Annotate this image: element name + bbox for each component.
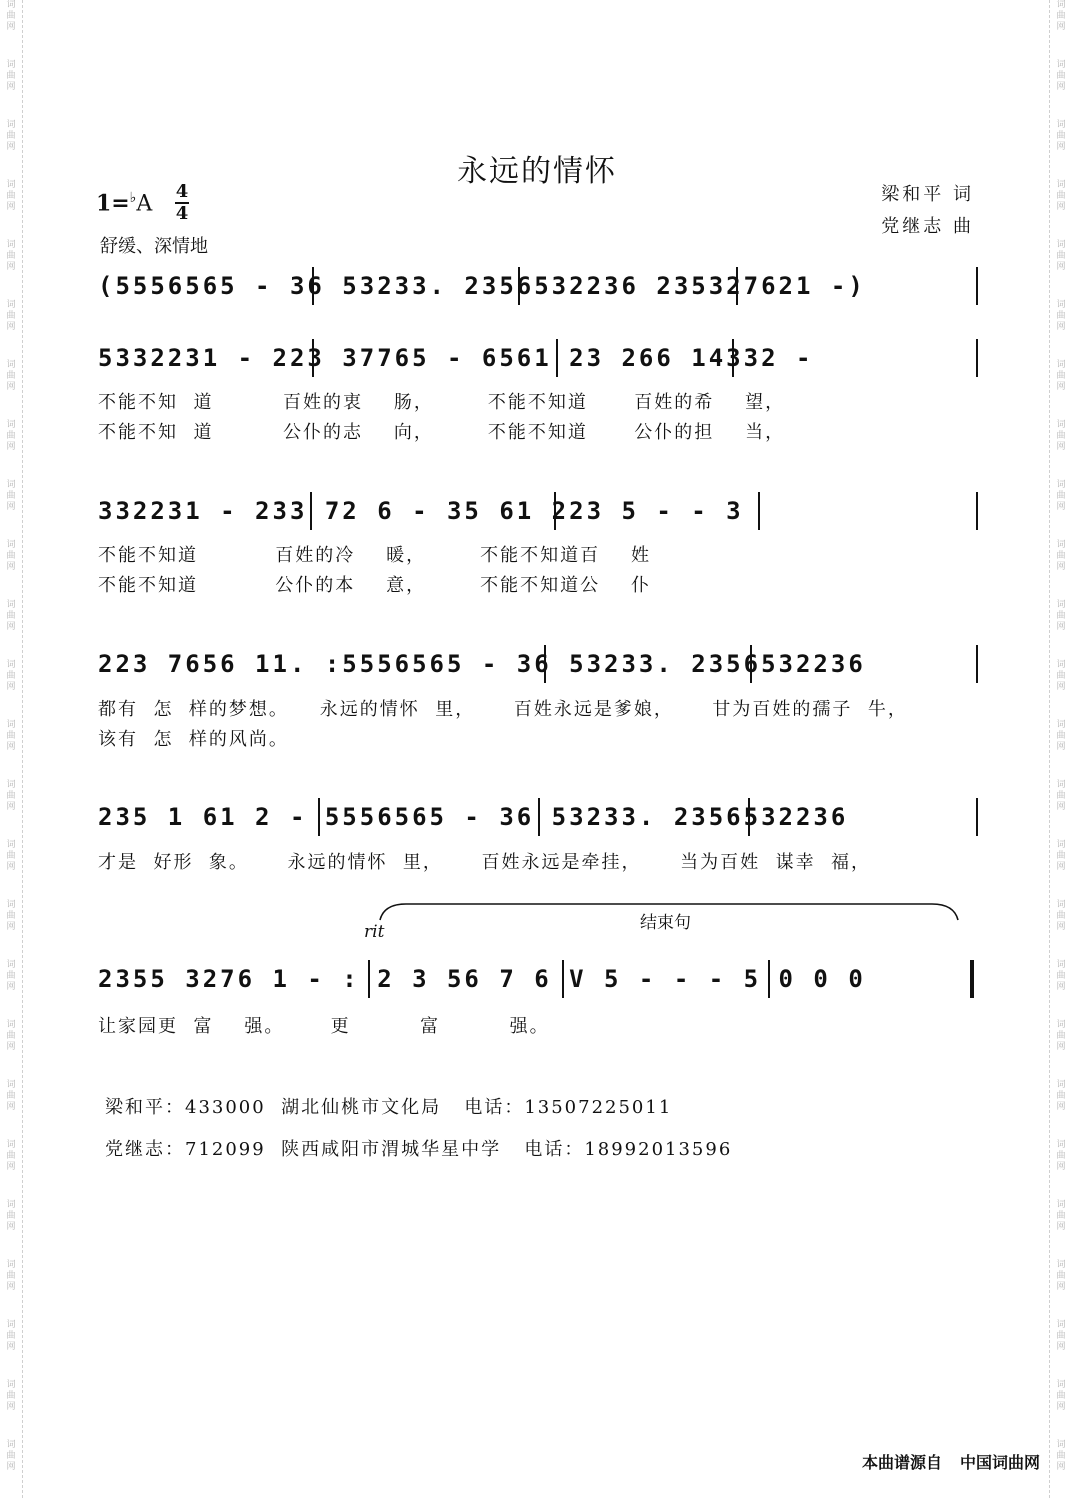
watermark-text: 词 曲 网 (1056, 120, 1066, 152)
lyrics-line-1-verse-2: 不能不知 道 公仆的志 向， 不能不知道 公仆的担 当， (98, 422, 786, 443)
lyrics-line-4-verse-1: 才是 好形 象。 永远的情怀 里， 百姓永远是牵挂， 当为百姓 谋幸 福， (98, 852, 872, 873)
time-bottom: 4 (175, 203, 189, 224)
tempo-marking: 舒缓、深情地 (100, 236, 208, 257)
watermark-text: 词 曲 网 (1056, 480, 1066, 512)
watermark-text: 词 曲 网 (6, 420, 16, 452)
watermark-text: 词 曲 网 (6, 600, 16, 632)
watermark-text: 词 曲 网 (1056, 1440, 1066, 1472)
time-top: 4 (175, 181, 189, 202)
watermark-text: 词 曲 网 (6, 180, 16, 212)
watermark-text: 词 曲 网 (6, 120, 16, 152)
watermark-text: 词 曲 网 (1056, 540, 1066, 572)
watermark-text: 词 曲 网 (1056, 240, 1066, 272)
watermark-text: 词 曲 网 (6, 900, 16, 932)
watermark-text: 词 曲 网 (1056, 780, 1066, 812)
watermark-text: 词 曲 网 (6, 1080, 16, 1112)
notation-notes: 2355 3276 1 - : 2 3 56 7 6 V 5 - - - 5 0 0 0 (98, 965, 866, 993)
notation-line-4 (98, 643, 980, 685)
notation-notes: 5332231 - 223 37765 - 6561 23 266 14332 - (98, 344, 814, 372)
watermark-text: 词 曲 网 (6, 300, 16, 332)
watermark-text: 词 曲 网 (6, 660, 16, 692)
time-signature (174, 182, 190, 224)
watermark-text: 词 曲 网 (6, 60, 16, 92)
watermark-text: 词 曲 网 (1056, 1380, 1066, 1412)
watermark-text: 词 曲 网 (6, 1440, 16, 1472)
watermark-text: 词 曲 网 (1056, 840, 1066, 872)
source-site: 中国词曲网 (959, 1453, 1040, 1472)
notation-line-3 (98, 490, 980, 532)
lyrics-line-3-verse-1: 都有 怎 样的梦想。 永远的情怀 里， 百姓永远是爹娘， 甘为百姓的孺子 牛， (98, 699, 908, 720)
watermark-text: 词 曲 网 (6, 360, 16, 392)
lyrics-line-5-verse-1: 让家园更 富 强。 更 富 强。 (98, 1016, 550, 1037)
notation-line-1 (98, 265, 980, 307)
lyrics-line-1-verse-1: 不能不知 道 百姓的衷 肠， 不能不知道 百姓的希 望， (98, 392, 786, 413)
notation-notes: 223 7656 11. :5556565 - 36 53233. 2356532236 (98, 650, 866, 678)
watermark-text: 词 曲 网 (1056, 660, 1066, 692)
key-signature (96, 190, 152, 216)
watermark-text: 词 曲 网 (6, 1260, 16, 1292)
watermark-text: 词 曲 网 (1056, 420, 1066, 452)
watermark-text: 词 曲 网 (6, 1320, 16, 1352)
watermark-text: 词 曲 网 (1056, 1020, 1066, 1052)
watermark-text: 词 曲 网 (1056, 1260, 1066, 1292)
lyrics-line-2-verse-1: 不能不知道 百姓的冷 暖， 不能不知道百 姓 (98, 545, 652, 566)
watermark-text: 词 曲 网 (6, 540, 16, 572)
left-watermark-strip (0, 0, 23, 1498)
watermark-text: 词 曲 网 (1056, 300, 1066, 332)
watermark-text: 词 曲 网 (1056, 180, 1066, 212)
watermark-text: 词 曲 网 (1056, 1080, 1066, 1112)
watermark-text: 词 曲 网 (6, 240, 16, 272)
watermark-text: 词 曲 网 (6, 1020, 16, 1052)
ritardando-marking: rit (364, 922, 385, 942)
watermark-text: 词 曲 网 (1056, 1140, 1066, 1172)
watermark-text: 词 曲 网 (1056, 60, 1066, 92)
lyrics-line-2-verse-2: 不能不知道 公仆的本 意， 不能不知道公 仆 (98, 575, 652, 596)
watermark-text: 词 曲 网 (6, 0, 16, 32)
watermark-text: 词 曲 网 (1056, 1320, 1066, 1352)
source-label: 本曲谱源自 (861, 1453, 942, 1472)
watermark-text: 词 曲 网 (6, 1200, 16, 1232)
lyricist-credit: 梁和平 词 (881, 184, 974, 205)
notation-notes: 332231 - 233 72 6 - 35 61 223 5 - - 3 (98, 497, 744, 525)
watermark-text: 词 曲 网 (1056, 360, 1066, 392)
ending-phrase-label: 结束句 (640, 913, 691, 933)
composer-credit: 党继志 曲 (881, 216, 974, 237)
watermark-text: 词 曲 网 (1056, 0, 1066, 32)
watermark-text: 词 曲 网 (1056, 720, 1066, 752)
watermark-text: 词 曲 网 (6, 840, 16, 872)
watermark-text: 词 曲 网 (6, 1380, 16, 1412)
source-credit (862, 1450, 1040, 1473)
right-watermark-strip (1049, 0, 1074, 1498)
notation-notes: 235 1 61 2 - 5556565 - 36 53233. 2356532236 (98, 803, 849, 831)
watermark-text: 词 曲 网 (1056, 1200, 1066, 1232)
watermark-text: 词 曲 网 (1056, 960, 1066, 992)
notation-line-5 (98, 796, 980, 838)
watermark-text: 词 曲 网 (6, 780, 16, 812)
notation-line-2 (98, 337, 980, 379)
key-note: A (136, 191, 153, 217)
watermark-text: 词 曲 网 (1056, 900, 1066, 932)
watermark-text: 词 曲 网 (6, 480, 16, 512)
song-title: 永远的情怀 (457, 154, 617, 189)
flat-sign: ♭ (129, 190, 137, 206)
watermark-text: 词 曲 网 (6, 960, 16, 992)
key-prefix: 1= (96, 190, 130, 217)
watermark-text: 词 曲 网 (6, 720, 16, 752)
watermark-text: 词 曲 网 (1056, 600, 1066, 632)
watermark-text: 词 曲 网 (6, 1140, 16, 1172)
lyrics-line-3-verse-2: 该有 怎 样的风尚。 (98, 729, 289, 750)
notation-notes: (5556565 - 36 53233. 2356532236 235327621 -) (98, 272, 866, 300)
lyricist-contact: 梁和平：433000 湖北仙桃市文化局 电话：13507225011 (105, 1097, 673, 1118)
notation-line-6 (98, 958, 980, 1000)
composer-contact: 党继志：712099 陕西咸阳市渭城华星中学 电话：18992013596 (105, 1139, 733, 1160)
